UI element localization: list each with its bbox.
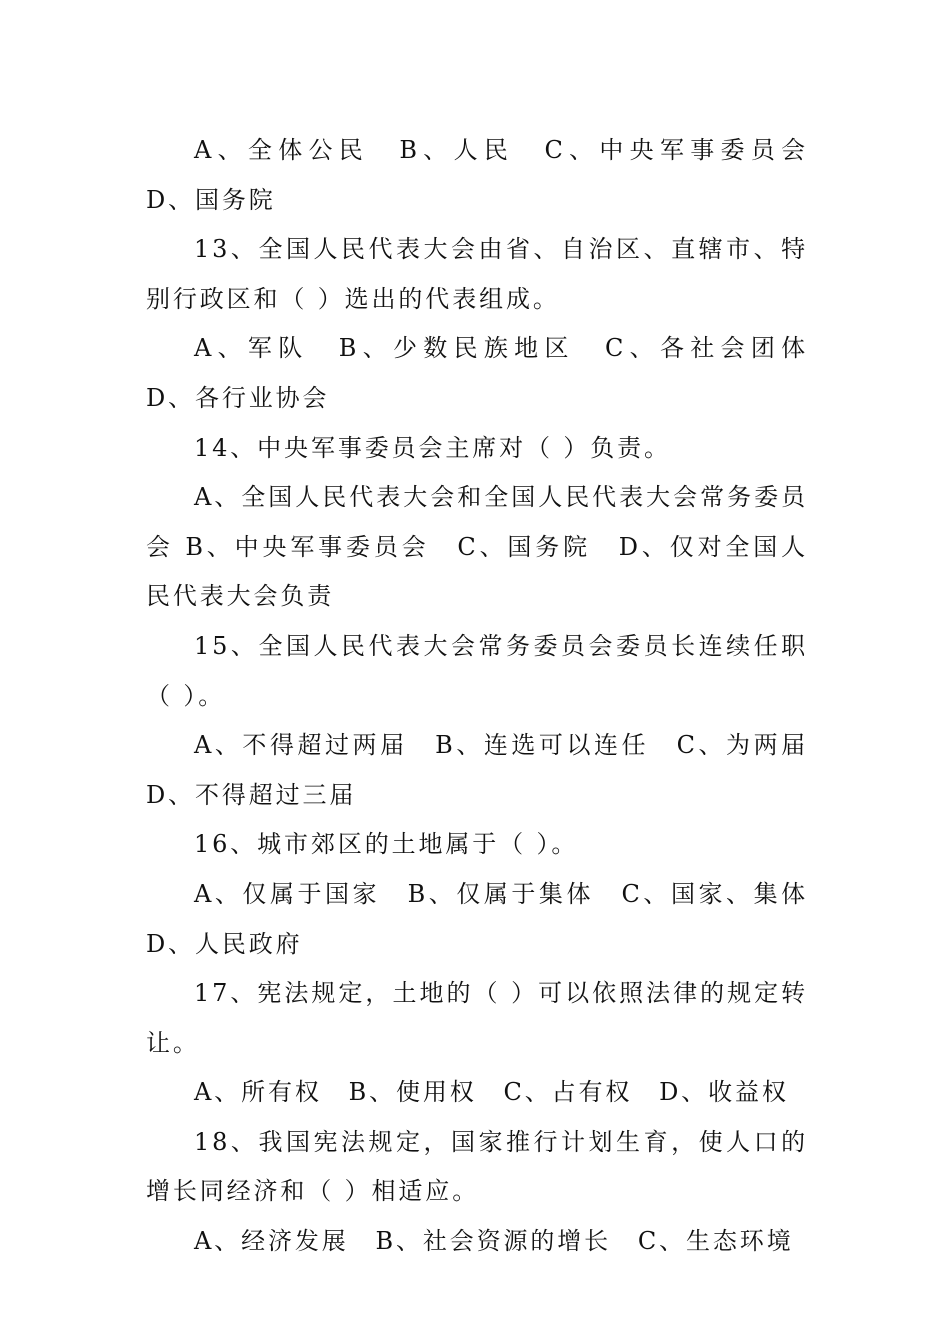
question-15: 15、全国人民代表大会常务委员会委员长连续任职（ ）。 (146, 631, 808, 710)
answer-options-q16: A、仅属于国家 B、仅属于集体 C、国家、集体 D、人民政府 (146, 879, 808, 958)
question-13: 13、全国人民代表大会由省、自治区、直辖市、特别行政区和（ ）选出的代表组成。 (146, 235, 808, 313)
question-18: 18、我国宪法规定，国家推行计划生育，使人口的增长同经济和（ ）相适应。 (146, 1127, 808, 1206)
answer-options-q17: A、所有权 B、使用权 C、占有权 D、收益权 (194, 1078, 789, 1107)
answer-options-q13: A、军队 B、少数民族地区 C、各社会团体 D、各行业协会 (146, 334, 835, 412)
question-16: 16、城市郊区的土地属于（ ）。 (194, 830, 579, 859)
answer-options-q18: A、经济发展 B、社会资源的增长 C、生态环境 (194, 1227, 794, 1256)
question-14: 14、中央军事委员会主席对（ ）负责。 (194, 433, 671, 462)
answer-options-q12: A、全体公民 B、人民 C、中央军事委员会 D、国务院 (146, 136, 835, 214)
document-body (146, 126, 835, 1267)
answer-options-q15: A、不得超过两届 B、连选可以连任 C、为两届 D、不得超过三届 (146, 731, 808, 809)
question-17: 17、宪法规定，土地的（ ）可以依照法律的规定转让。 (146, 979, 808, 1057)
answer-options-q14: A、全国人民代表大会和全国人民代表大会常务委员会 B、中央军事委员会 C、国务院 D、仅对全国人民代表大会负责 (146, 483, 808, 611)
